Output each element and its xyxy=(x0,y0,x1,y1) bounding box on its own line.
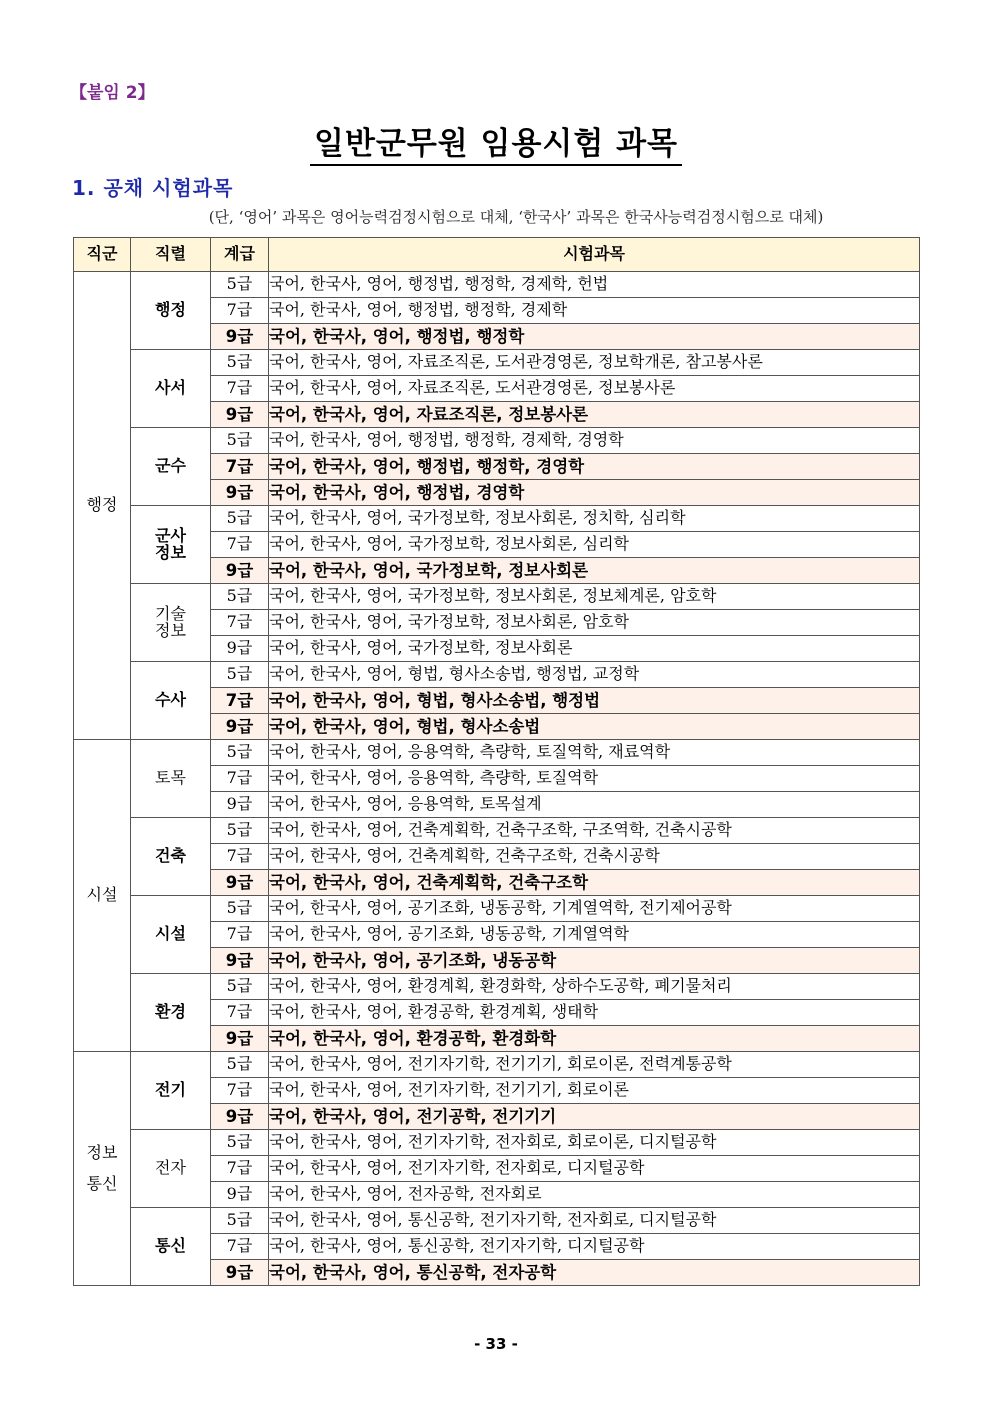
table-row xyxy=(74,428,920,454)
page-title-wrap xyxy=(0,118,992,163)
subjects-cell: 국어, 한국사, 영어, 건축계획학, 건축구조학, 구조역학, 건축시공학 xyxy=(269,818,920,844)
grade-cell: 7급 xyxy=(211,1000,269,1026)
subjects-cell: 국어, 한국사, 영어, 행정법, 행정학, 경제학 xyxy=(269,298,920,324)
grade-cell: 5급 xyxy=(211,1130,269,1156)
job-series-cell: 기술 정보 xyxy=(131,584,211,662)
subjects-cell: 국어, 한국사, 영어, 통신공학, 전기자기학, 전자회로, 디지털공학 xyxy=(269,1208,920,1234)
job-series-cell: 군수 xyxy=(131,428,211,506)
grade-cell: 7급 xyxy=(211,1156,269,1182)
subjects-cell: 국어, 한국사, 영어, 행정법, 행정학, 경제학, 경영학 xyxy=(269,428,920,454)
table-body xyxy=(74,272,920,1286)
grade-cell: 7급 xyxy=(211,610,269,636)
subjects-cell: 국어, 한국사, 영어, 국가정보학, 정보사회론, 심리학 xyxy=(269,532,920,558)
job-series-cell: 사서 xyxy=(131,350,211,428)
header-job-series: 직렬 xyxy=(131,238,211,272)
subjects-cell: 국어, 한국사, 영어, 전기자기학, 전기기기, 회로이론 xyxy=(269,1078,920,1104)
grade-cell: 9급 xyxy=(211,402,269,428)
table-row xyxy=(74,506,920,532)
job-group-cell: 시설 xyxy=(74,740,131,1052)
job-series-cell: 건축 xyxy=(131,818,211,896)
subjects-cell: 국어, 한국사, 영어, 국가정보학, 정보사회론 xyxy=(269,558,920,584)
job-series-cell: 수사 xyxy=(131,662,211,740)
subjects-cell: 국어, 한국사, 영어, 공기조화, 냉동공학, 기계열역학, 전기제어공학 xyxy=(269,896,920,922)
grade-cell: 9급 xyxy=(211,792,269,818)
table-row xyxy=(74,1208,920,1234)
section-heading: 1. 공채 시험과목 xyxy=(72,176,234,200)
subjects-cell: 국어, 한국사, 영어, 건축계획학, 건축구조학, 건축시공학 xyxy=(269,844,920,870)
subjects-cell: 국어, 한국사, 영어, 자료조직론, 정보봉사론 xyxy=(269,402,920,428)
grade-cell: 5급 xyxy=(211,350,269,376)
grade-cell: 5급 xyxy=(211,896,269,922)
grade-cell: 5급 xyxy=(211,740,269,766)
grade-cell: 7급 xyxy=(211,1234,269,1260)
grade-cell: 7급 xyxy=(211,766,269,792)
subjects-cell: 국어, 한국사, 영어, 공기조화, 냉동공학 xyxy=(269,948,920,974)
table-row xyxy=(74,350,920,376)
subjects-cell: 국어, 한국사, 영어, 행정법, 행정학 xyxy=(269,324,920,350)
job-series-cell: 전기 xyxy=(131,1052,211,1130)
grade-cell: 5급 xyxy=(211,584,269,610)
subjects-cell: 국어, 한국사, 영어, 행정법, 행정학, 경영학 xyxy=(269,454,920,480)
page-number: - 33 - xyxy=(474,1335,518,1353)
grade-cell: 7급 xyxy=(211,922,269,948)
table-row xyxy=(74,272,920,298)
table-row xyxy=(74,740,920,766)
table-row xyxy=(74,896,920,922)
subjects-cell: 국어, 한국사, 영어, 전기자기학, 전자회로, 회로이론, 디지털공학 xyxy=(269,1130,920,1156)
subjects-cell: 국어, 한국사, 영어, 응용역학, 측량학, 토질역학 xyxy=(269,766,920,792)
grade-cell: 7급 xyxy=(211,1078,269,1104)
subjects-cell: 국어, 한국사, 영어, 통신공학, 전기자기학, 디지털공학 xyxy=(269,1234,920,1260)
grade-cell: 5급 xyxy=(211,662,269,688)
header-job-group: 직군 xyxy=(74,238,131,272)
grade-cell: 7급 xyxy=(211,844,269,870)
table-header-row xyxy=(74,238,920,272)
subjects-cell: 국어, 한국사, 영어, 전자공학, 전자회로 xyxy=(269,1182,920,1208)
subjects-cell: 국어, 한국사, 영어, 전기자기학, 전기기기, 회로이론, 전력계통공학 xyxy=(269,1052,920,1078)
page-title: 일반군무원 임용시험 과목 xyxy=(310,126,682,166)
grade-cell: 7급 xyxy=(211,454,269,480)
subjects-cell: 국어, 한국사, 영어, 전기자기학, 전자회로, 디지털공학 xyxy=(269,1156,920,1182)
subjects-cell: 국어, 한국사, 영어, 국가정보학, 정보사회론, 정치학, 심리학 xyxy=(269,506,920,532)
grade-cell: 9급 xyxy=(211,480,269,506)
exam-subjects-table xyxy=(73,237,920,1286)
grade-cell: 5급 xyxy=(211,428,269,454)
subjects-cell: 국어, 한국사, 영어, 국가정보학, 정보사회론, 정보체계론, 암호학 xyxy=(269,584,920,610)
grade-cell: 9급 xyxy=(211,714,269,740)
subjects-cell: 국어, 한국사, 영어, 건축계획학, 건축구조학 xyxy=(269,870,920,896)
grade-cell: 5급 xyxy=(211,974,269,1000)
subjects-cell: 국어, 한국사, 영어, 형법, 형사소송법, 행정법, 교정학 xyxy=(269,662,920,688)
subjects-cell: 국어, 한국사, 영어, 국가정보학, 정보사회론, 암호학 xyxy=(269,610,920,636)
grade-cell: 5급 xyxy=(211,1052,269,1078)
job-series-cell: 전자 xyxy=(131,1130,211,1208)
subjects-cell: 국어, 한국사, 영어, 국가정보학, 정보사회론 xyxy=(269,636,920,662)
grade-cell: 5급 xyxy=(211,506,269,532)
job-series-cell: 군사 정보 xyxy=(131,506,211,584)
subjects-cell: 국어, 한국사, 영어, 응용역학, 측량학, 토질역학, 재료역학 xyxy=(269,740,920,766)
subjects-cell: 국어, 한국사, 영어, 전기공학, 전기기기 xyxy=(269,1104,920,1130)
grade-cell: 9급 xyxy=(211,324,269,350)
job-series-cell: 통신 xyxy=(131,1208,211,1286)
exam-note: (단, ‘영어’ 과목은 영어능력검정시험으로 대체, ‘한국사’ 과목은 한국사능력검정시험으로 대체) xyxy=(208,208,824,226)
table-row xyxy=(74,584,920,610)
grade-cell: 7급 xyxy=(211,688,269,714)
table-row xyxy=(74,1130,920,1156)
attachment-label: 【붙임 2】 xyxy=(70,83,155,103)
grade-cell: 5급 xyxy=(211,818,269,844)
subjects-cell: 국어, 한국사, 영어, 형법, 형사소송법, 행정법 xyxy=(269,688,920,714)
grade-cell: 9급 xyxy=(211,1026,269,1052)
grade-cell: 9급 xyxy=(211,870,269,896)
table-row xyxy=(74,662,920,688)
header-subjects: 시험과목 xyxy=(269,238,920,272)
grade-cell: 9급 xyxy=(211,558,269,584)
grade-cell: 7급 xyxy=(211,532,269,558)
table-row xyxy=(74,818,920,844)
subjects-cell: 국어, 한국사, 영어, 형법, 형사소송법 xyxy=(269,714,920,740)
job-group-cell: 정보 통신 xyxy=(74,1052,131,1286)
grade-cell: 9급 xyxy=(211,1182,269,1208)
subjects-cell: 국어, 한국사, 영어, 응용역학, 토목설계 xyxy=(269,792,920,818)
job-group-cell: 행정 xyxy=(74,272,131,740)
grade-cell: 9급 xyxy=(211,948,269,974)
subjects-cell: 국어, 한국사, 영어, 자료조직론, 도서관경영론, 정보봉사론 xyxy=(269,376,920,402)
job-series-cell: 환경 xyxy=(131,974,211,1052)
header-grade: 계급 xyxy=(211,238,269,272)
subjects-cell: 국어, 한국사, 영어, 행정법, 경영학 xyxy=(269,480,920,506)
grade-cell: 5급 xyxy=(211,1208,269,1234)
grade-cell: 9급 xyxy=(211,1104,269,1130)
grade-cell: 9급 xyxy=(211,636,269,662)
grade-cell: 7급 xyxy=(211,298,269,324)
subjects-cell: 국어, 한국사, 영어, 자료조직론, 도서관경영론, 정보학개론, 참고봉사론 xyxy=(269,350,920,376)
subjects-cell: 국어, 한국사, 영어, 환경공학, 환경화학 xyxy=(269,1026,920,1052)
subjects-cell: 국어, 한국사, 영어, 환경계획, 환경화학, 상하수도공학, 폐기물처리 xyxy=(269,974,920,1000)
subjects-cell: 국어, 한국사, 영어, 통신공학, 전자공학 xyxy=(269,1260,920,1286)
subjects-cell: 국어, 한국사, 영어, 공기조화, 냉동공학, 기계열역학 xyxy=(269,922,920,948)
job-series-cell: 행정 xyxy=(131,272,211,350)
grade-cell: 5급 xyxy=(211,272,269,298)
grade-cell: 7급 xyxy=(211,376,269,402)
job-series-cell: 시설 xyxy=(131,896,211,974)
grade-cell: 9급 xyxy=(211,1260,269,1286)
job-series-cell: 토목 xyxy=(131,740,211,818)
table-row xyxy=(74,1052,920,1078)
table-row xyxy=(74,974,920,1000)
subjects-cell: 국어, 한국사, 영어, 환경공학, 환경계획, 생태학 xyxy=(269,1000,920,1026)
subjects-cell: 국어, 한국사, 영어, 행정법, 행정학, 경제학, 헌법 xyxy=(269,272,920,298)
